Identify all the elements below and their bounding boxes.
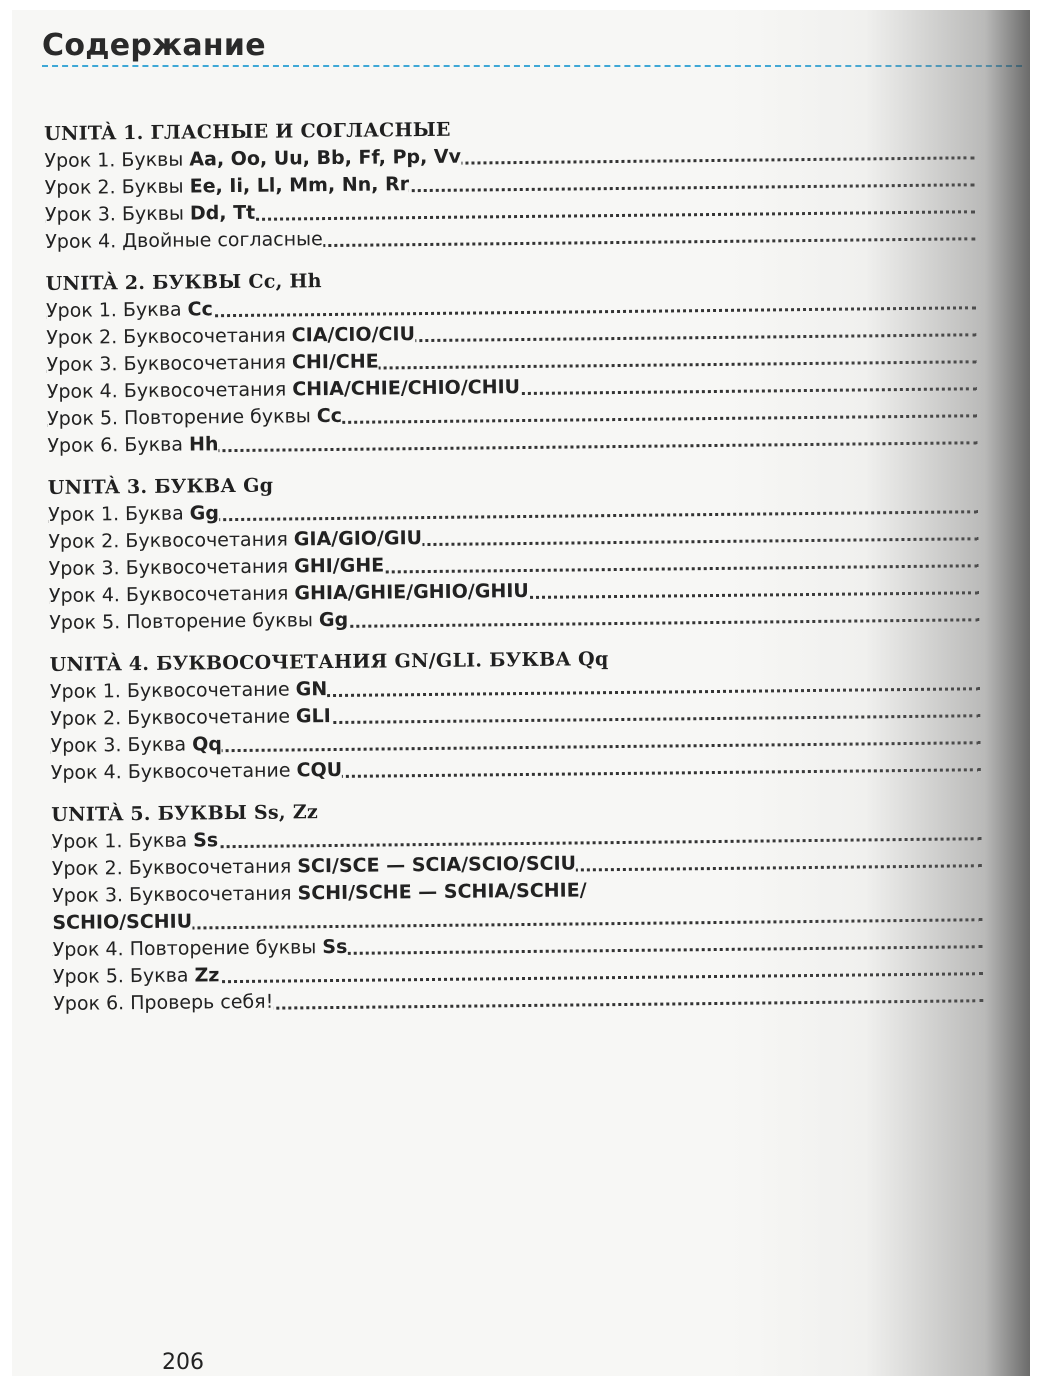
entry-text-bg <box>44 146 461 172</box>
entry-text-bg <box>53 991 273 1015</box>
entry-prefix: Урок 3. Буквосочетания <box>46 351 293 376</box>
entry-text <box>51 829 224 853</box>
entry-prefix: Урок 4. Буквосочетания <box>46 378 293 403</box>
entry-text-bg <box>47 433 218 457</box>
entry-letters: SCI/SCE — SCIA/SCIO/SCIU <box>297 852 577 878</box>
entry-text <box>50 733 228 757</box>
entry-letters: Ee, Ii, Ll, Mm, Nn, Rr <box>189 173 410 198</box>
title-divider <box>42 65 1022 67</box>
entry-text-bg <box>51 829 218 853</box>
entry-prefix: Урок 1. Буквы <box>44 148 190 172</box>
section-heading: UNITÀ 1. ГЛАСНЫЕ И СОГЛАСНЫЕ <box>44 118 451 145</box>
entry-text-bg <box>46 298 213 322</box>
entry-letters: Ss <box>193 829 219 852</box>
entry-letters: SCHI/SCHE — SCHIA/SCHIE/ <box>297 879 587 905</box>
entry-text-bg <box>49 554 385 580</box>
toc-section <box>44 110 975 256</box>
entry-letters: GIA/GIO/GIU <box>293 527 423 551</box>
entry-text <box>53 936 354 961</box>
entry-text <box>53 964 226 988</box>
entry-letters: Gg <box>318 608 349 632</box>
entry-text-bg <box>45 228 323 253</box>
entry-prefix: Урок 4. Повторение буквы <box>52 936 323 961</box>
section-heading: UNITÀ 4. БУКВОСОЧЕТАНИЯ GN/GLI. БУКВА Qq <box>49 648 609 676</box>
entry-text-bg <box>52 910 192 933</box>
section-heading: UNITÀ 2. БУКВЫ Cc, Hh <box>45 270 322 295</box>
entry-letters: Cc <box>187 298 213 321</box>
entry-text <box>51 759 348 784</box>
entry-prefix: Урок 1. Буква <box>48 502 190 526</box>
entry-text-bg <box>47 376 520 403</box>
entry-prefix: Урок 2. Буквы <box>44 175 190 199</box>
entry-text <box>44 146 467 172</box>
entry-text <box>53 991 279 1015</box>
entry-prefix: Урок 3. Буквы <box>44 202 191 226</box>
entry-prefix: Урок 3. Буквосочетания <box>48 555 295 580</box>
entry-letters: GHI/GHE <box>294 554 385 578</box>
entry-letters: GN <box>295 678 328 701</box>
entry-text-bg <box>45 202 255 226</box>
entry-text <box>45 173 416 199</box>
entry-letters: Gg <box>189 502 220 525</box>
entry-text <box>46 298 219 322</box>
entry-prefix: Урок 1. Буква <box>45 298 188 322</box>
entry-letters: Cc <box>316 404 343 428</box>
entry-prefix: Урок 1. Буква <box>51 829 194 853</box>
entry-prefix: Урок 5. Повторение буквы <box>49 609 320 634</box>
entry-text <box>49 580 535 607</box>
entry-prefix: Урок 6. Проверь себя! <box>53 990 274 1015</box>
entry-letters: CHIA/CHIE/CHIO/CHIU <box>292 376 521 401</box>
entry-text-bg <box>53 964 220 988</box>
entry-letters: Qq <box>192 733 223 756</box>
book-page <box>12 10 1030 1376</box>
entry-text <box>47 405 348 430</box>
entry-prefix: Урок 5. Повторение буквы <box>47 405 317 430</box>
toc-section <box>46 260 978 460</box>
entry-letters: Zz <box>194 964 220 987</box>
entry-letters: Ss <box>322 935 348 959</box>
entry-letters: Dd, Tt <box>189 201 256 225</box>
entry-text-bg <box>50 733 222 757</box>
entry-text <box>45 228 329 253</box>
entry-text-bg <box>52 852 576 879</box>
entry-text <box>52 852 582 880</box>
entry-text <box>52 879 593 907</box>
entry-text-bg <box>48 527 422 553</box>
toc-section <box>50 641 981 787</box>
entry-text-bg <box>49 609 348 634</box>
toc-section <box>48 464 980 637</box>
entry-text-bg <box>50 705 331 730</box>
table-of-contents <box>44 110 983 1032</box>
entry-text-bg <box>46 351 378 376</box>
entry-text-bg <box>50 678 327 703</box>
entry-prefix: Урок 2. Буквосочетания <box>51 855 298 880</box>
entry-text <box>50 705 337 730</box>
entry-text <box>52 910 198 934</box>
entry-text <box>46 350 384 376</box>
entry-text-bg <box>51 759 342 784</box>
entry-prefix: Урок 4. Буквосочетания <box>48 582 295 607</box>
entry-prefix: Урок 3. Буква <box>50 733 193 757</box>
entry-text-bg <box>53 936 348 961</box>
entry-text-bg <box>49 580 529 607</box>
entry-prefix: Урок 4. Буквосочетание <box>50 759 297 784</box>
entry-letters: Aa, Oo, Uu, Bb, Ff, Pp, Vv <box>189 145 462 171</box>
section-heading: UNITÀ 5. БУКВЫ Ss, Zz <box>51 801 319 826</box>
entry-text <box>45 202 261 226</box>
entry-text-bg <box>48 502 219 526</box>
entry-letters: CIA/CIO/CIU <box>291 323 416 347</box>
entry-prefix: Урок 1. Буквосочетание <box>49 678 296 703</box>
section-heading: UNITÀ 3. БУКВА Gg <box>47 474 274 499</box>
page-title: Содержание <box>42 28 266 63</box>
entry-prefix: Урок 6. Буква <box>47 433 190 457</box>
entry-text <box>48 502 225 526</box>
entry-letters: GLI <box>295 705 331 728</box>
entry-text <box>50 678 333 703</box>
entry-text-bg <box>45 173 410 199</box>
entry-text <box>49 609 354 634</box>
entry-letters: Hh <box>188 433 219 456</box>
entry-letters: CQU <box>296 758 343 782</box>
entry-prefix: Урок 3. Буквосочетания <box>52 882 298 907</box>
page-number: 206 <box>162 1350 204 1375</box>
entry-letters: GHIA/GHIE/GHIO/GHIU <box>294 579 529 605</box>
entry-text <box>46 323 421 349</box>
entry-prefix: Урок 5. Буква <box>52 964 195 988</box>
entry-prefix: Урок 2. Буквосочетания <box>46 324 292 349</box>
entry-text-bg <box>47 405 342 430</box>
entry-text-bg <box>52 879 587 907</box>
toc-section <box>51 791 983 1018</box>
entry-prefix: Урок 2. Буквосочетания <box>48 528 294 553</box>
entry-text <box>48 527 428 553</box>
entry-text <box>47 433 224 457</box>
entry-prefix: Урок 4. Двойные согласные <box>45 228 323 253</box>
entry-text <box>47 376 526 403</box>
entry-text-bg <box>46 323 415 349</box>
entry-text <box>49 554 391 580</box>
entry-prefix: Урок 2. Буквосочетание <box>50 705 297 730</box>
entry-letters: SCHIO/SCHIU <box>52 910 193 934</box>
entry-letters: CHI/CHE <box>291 350 379 374</box>
